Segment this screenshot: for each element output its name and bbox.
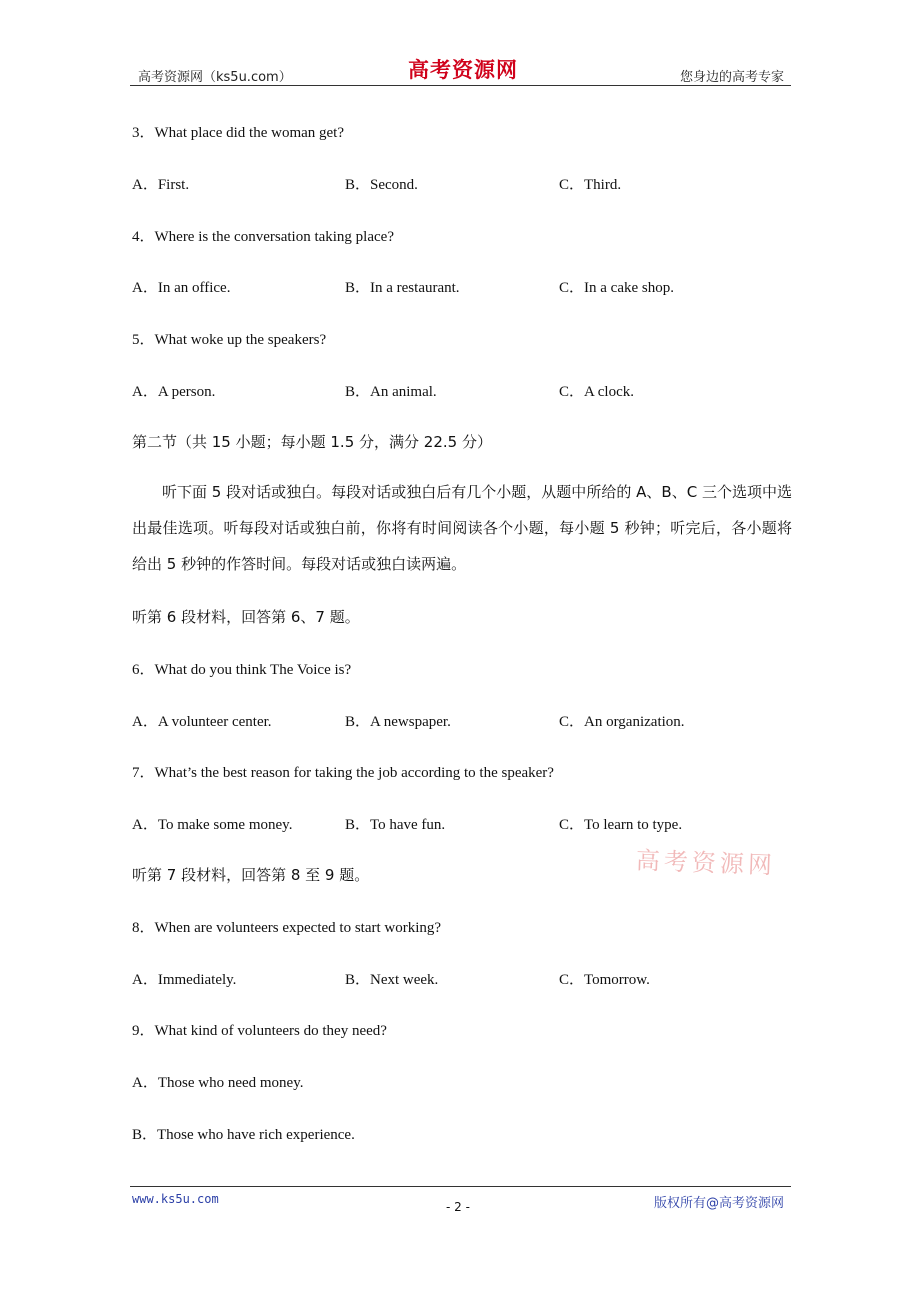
question-stem: 9．What kind of volunteers do they need? bbox=[132, 1023, 387, 1039]
option-b: B．An animal. bbox=[345, 384, 437, 400]
option-c: C．To learn to type. bbox=[559, 817, 683, 833]
header-logo: 高考资源网 bbox=[408, 57, 518, 82]
footer-site-link[interactable]: www.ks5u.com bbox=[132, 1192, 219, 1206]
material-6-heading: 听第 6 段材料，回答第 6、7 题。 bbox=[132, 608, 360, 626]
option-a: A．First. bbox=[132, 177, 190, 193]
watermark: 高考资源网 bbox=[635, 846, 777, 880]
header-divider bbox=[130, 85, 791, 86]
option-c: C．A clock. bbox=[559, 384, 634, 400]
question-stem: 7．What’s the best reason for taking the job according to the speaker? bbox=[132, 765, 554, 781]
question-stem: 4．Where is the conversation taking place? bbox=[132, 229, 394, 245]
option-a: A．To make some money. bbox=[132, 817, 293, 833]
option-b: B．To have fun. bbox=[345, 817, 446, 833]
footer-divider bbox=[130, 1186, 791, 1187]
header-slogan: 您身边的高考专家 bbox=[679, 70, 784, 85]
option-b: B．In a restaurant. bbox=[345, 280, 460, 296]
option-a: A．In an office. bbox=[132, 280, 231, 296]
section-2-instructions: 听下面 5 段对话或独白。每段对话或独白后有几个小题，从题中所给的 A、B、C 三个选项中选出最佳选项。听每段对话或独白前，你将有时间阅读各个小题，每小题 5 秒钟；听完后，各小题将给出 5 秒钟的作答时间。每段对话或独白读两遍。 bbox=[132, 483, 792, 573]
option-a: A．A person. bbox=[132, 384, 216, 400]
question-stem: 5．What woke up the speakers? bbox=[132, 332, 327, 348]
material-7-heading: 听第 7 段材料，回答第 8 至 9 题。 bbox=[132, 866, 370, 884]
option-b: B．Those who have rich experience. bbox=[132, 1127, 355, 1143]
option-b: B．A newspaper. bbox=[345, 714, 451, 730]
question-stem: 6．What do you think The Voice is? bbox=[132, 662, 352, 678]
page-number: - 2 - bbox=[446, 1200, 470, 1214]
option-c: C．Third. bbox=[559, 177, 622, 193]
option-c: C．An organization. bbox=[559, 714, 685, 730]
option-a: A．Immediately. bbox=[132, 972, 237, 988]
option-c: C．Tomorrow. bbox=[559, 972, 650, 988]
footer-copyright: 版权所有@高考资源网 bbox=[653, 1196, 784, 1211]
option-c: C．In a cake shop. bbox=[559, 280, 674, 296]
option-a: A．A volunteer center. bbox=[132, 714, 272, 730]
option-a: A．Those who need money. bbox=[132, 1075, 304, 1091]
option-b: B．Second. bbox=[345, 177, 418, 193]
question-stem: 8．When are volunteers expected to start working? bbox=[132, 920, 442, 936]
section-2-title: 第二节（共 15 小题；每小题 1.5 分，满分 22.5 分） bbox=[132, 433, 492, 451]
header-site-name: 高考资源网（ks5u.com） bbox=[138, 70, 292, 85]
option-b: B．Next week. bbox=[345, 972, 439, 988]
question-stem: 3．What place did the woman get? bbox=[132, 125, 345, 141]
